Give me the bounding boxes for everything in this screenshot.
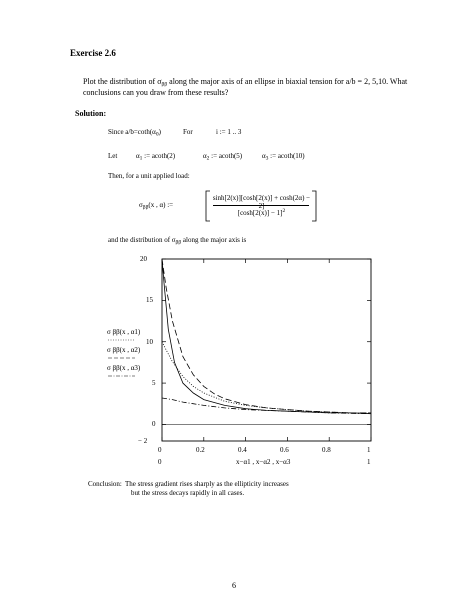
y-axis-series-label-1: σ ββ(x , α1) — [107, 328, 141, 336]
let-label: Let — [108, 152, 118, 160]
problem-line-1-post: along the major axis of an ellipse in biaxial tension for a/b = 2, 5,10. What — [167, 77, 408, 86]
y-tick-label: 0 — [152, 420, 156, 428]
solution-label: Solution: — [75, 109, 107, 118]
page-number: 6 — [232, 581, 236, 590]
distribution-text: and the distribution of $\sigma_{\beta\beta}$ along the major axis is — [108, 236, 247, 246]
x-range-max: 1 — [367, 458, 371, 466]
y-tick-label: 15 — [146, 296, 153, 304]
y-axis-series-label-2: σ ββ(x , α2) — [107, 346, 141, 354]
since-sub: 0 — [155, 131, 159, 138]
alpha-3-definition: $\alpha_3$ := acoth(10) — [262, 152, 305, 162]
y-tick-label: 5 — [152, 379, 156, 387]
problem-line-2: conclusions can you draw from these results? — [83, 88, 229, 97]
y-tick-label: 20 — [140, 255, 147, 263]
problem-line-1-pre: Plot the distribution of σ — [83, 77, 162, 86]
y-tick-label: − 2 — [138, 437, 148, 445]
x-tick-label: 0.6 — [280, 446, 289, 454]
alpha-2-definition: $\alpha_2$ := acoth(5) — [203, 152, 243, 162]
problem-line-1-sub: ββ — [161, 81, 168, 88]
conclusion-label: Conclusion: — [88, 480, 122, 488]
formula-lhs: $\sigma_{\beta\beta}(x$ , α) := — [139, 201, 174, 211]
x-tick-label: 1 — [367, 446, 371, 454]
x-range-min: 0 — [158, 458, 162, 466]
formula-denominator: $[\cosh[2(x)] - 1]^2$ — [237, 208, 286, 217]
y-axis-legend-swatches — [107, 338, 147, 378]
series-line-3 — [162, 398, 371, 414]
since-pre: Since a/b=coth(α — [108, 128, 156, 136]
conclusion-line-1: The stress gradient rises sharply as the ellipticity increases — [125, 480, 289, 488]
exercise-title: Exercise 2.6 — [70, 48, 116, 58]
series-line-1 — [162, 342, 371, 413]
index-range: i := 1 .. 3 — [216, 128, 242, 136]
x-axis-label: x−α1 , x−α2 , x−α3 — [236, 458, 291, 466]
since-post: ) — [158, 128, 161, 136]
alpha-1-definition: $\alpha_1$ := acoth(2) — [136, 152, 176, 162]
x-tick-label: 0.8 — [322, 446, 331, 454]
conclusion-line-2: but the stress decays rapidly in all cases. — [131, 489, 245, 497]
formula-numerator: sinh[2(x)][cosh[2(x)] + cosh(2α) − 2] — [212, 194, 311, 210]
x-tick-label: 0.2 — [196, 446, 205, 454]
y-axis-series-label-3: σ ββ(x , α3) — [107, 364, 141, 372]
x-tick-label: 0 — [158, 446, 162, 454]
for-label: For — [183, 128, 193, 136]
plot-frame — [162, 259, 371, 441]
y-tick-label: 10 — [146, 338, 153, 346]
unit-load-text: Then, for a unit applied load: — [108, 172, 190, 180]
x-tick-label: 0.4 — [238, 446, 247, 454]
series-line-2 — [162, 259, 371, 413]
series-line-4 — [162, 259, 371, 414]
